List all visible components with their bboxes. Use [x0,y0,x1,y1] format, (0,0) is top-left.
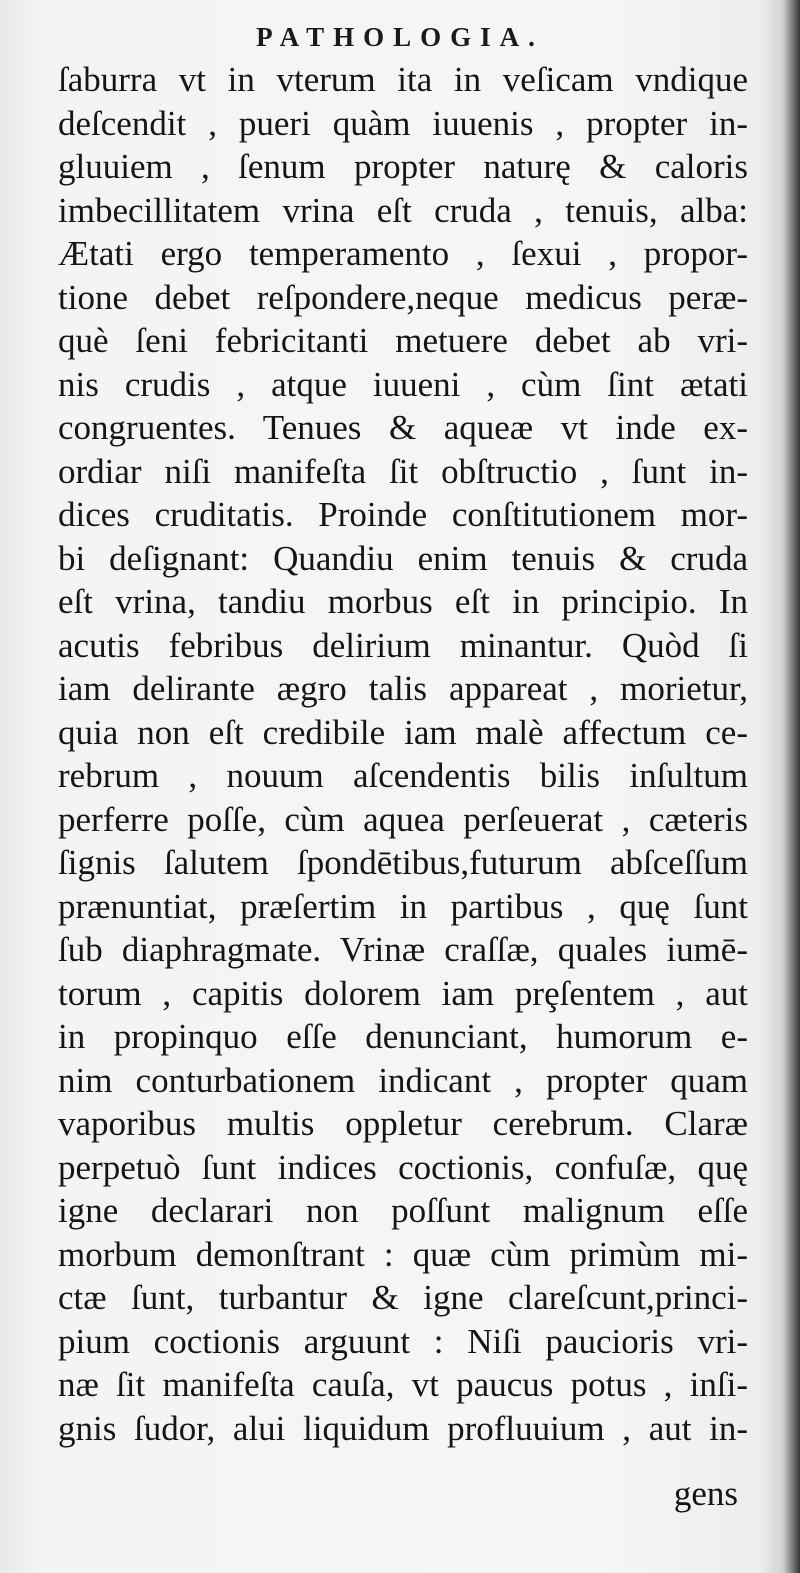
text-line: iam delirante ægro talis appareat , morietur, [58,669,748,708]
text-line: què ſeni febricitanti metuere debet ab vri- [58,321,748,360]
running-head: PATHOLOGIA. [256,22,544,52]
text-line: tione debet reſpondere,neque medicus peræ- [58,277,748,317]
text-line: næ ſit manifeſta cauſa, vt paucus potus , inſi- [58,1365,748,1404]
text-line: gnis ſudor, alui liquidum profluuium , aut in- [58,1408,748,1448]
text-line: ſignis ſalutem ſpondētibus,futurum abſceſſum [58,843,748,882]
text-line: torum , capitis dolorem iam prȩſentem , aut [58,973,748,1013]
text-line: ctæ ſunt, turbantur & igne clareſcunt,princi- [58,1278,748,1317]
text-line: gluuiem , ſenum propter naturę & caloris [58,147,748,186]
text-line: nis crudis , atque iuueni , cùm ſint ætati [58,364,748,404]
text-line: dices cruditatis. Proinde conſtitutionem mor- [58,495,748,534]
text-line: ſub diaphragmate. Vrinæ craſſæ, quales iumē- [58,930,748,969]
text-line: prænuntiat, præſertim in partibus , quę ſunt [58,886,748,926]
page-edge-shadow [782,0,800,1573]
text-line: igne declarari non poſſunt malignum eſſe [58,1191,748,1230]
text-line: quia non eſt credibile iam malè affectum ce- [58,712,748,752]
text-line: Ætati ergo temperamento , ſexui , propor- [58,234,748,273]
text-line: perpetuò ſunt indices coctionis, confuſæ, quę [58,1147,748,1187]
text-line: bi deſignant: Quandiu enim tenuis & cruda [58,538,748,578]
text-line: ordiar niſi manifeſta ſit obſtructio , ſunt in- [58,451,748,491]
body-text [58,58,748,1450]
text-line: congruentes. Tenues & aqueæ vt inde ex- [58,408,748,447]
text-line: nim conturbationem indicant , propter quam [58,1060,748,1100]
text-line: pium coctionis arguunt : Niſi paucioris vri- [58,1321,748,1361]
text-line: acutis febribus delirium minantur. Quòd ſi [58,625,748,665]
text-line: rebrum , nouum aſcendentis bilis inſultum [58,756,748,795]
text-line: eſt vrina, tandiu morbus eſt in principio. In [58,582,748,621]
text-line: deſcendit , pueri quàm iuuenis , propter in- [58,103,748,143]
text-line: perferre poſſe, cùm aquea perſeuerat , cæteris [58,799,748,839]
catchword: gens [673,1474,738,1513]
text-line: ſaburra vt in vterum ita in veſicam vndique [58,60,748,99]
text-line: vaporibus multis oppletur cerebrum. Claræ [58,1104,748,1143]
text-line: imbecillitatem vrina eſt cruda , tenuis, alba: [58,190,748,230]
text-line: in propinquo eſſe denunciant, humorum e- [58,1017,748,1056]
text-line: morbum demonſtrant : quæ cùm primùm mi- [58,1234,748,1274]
